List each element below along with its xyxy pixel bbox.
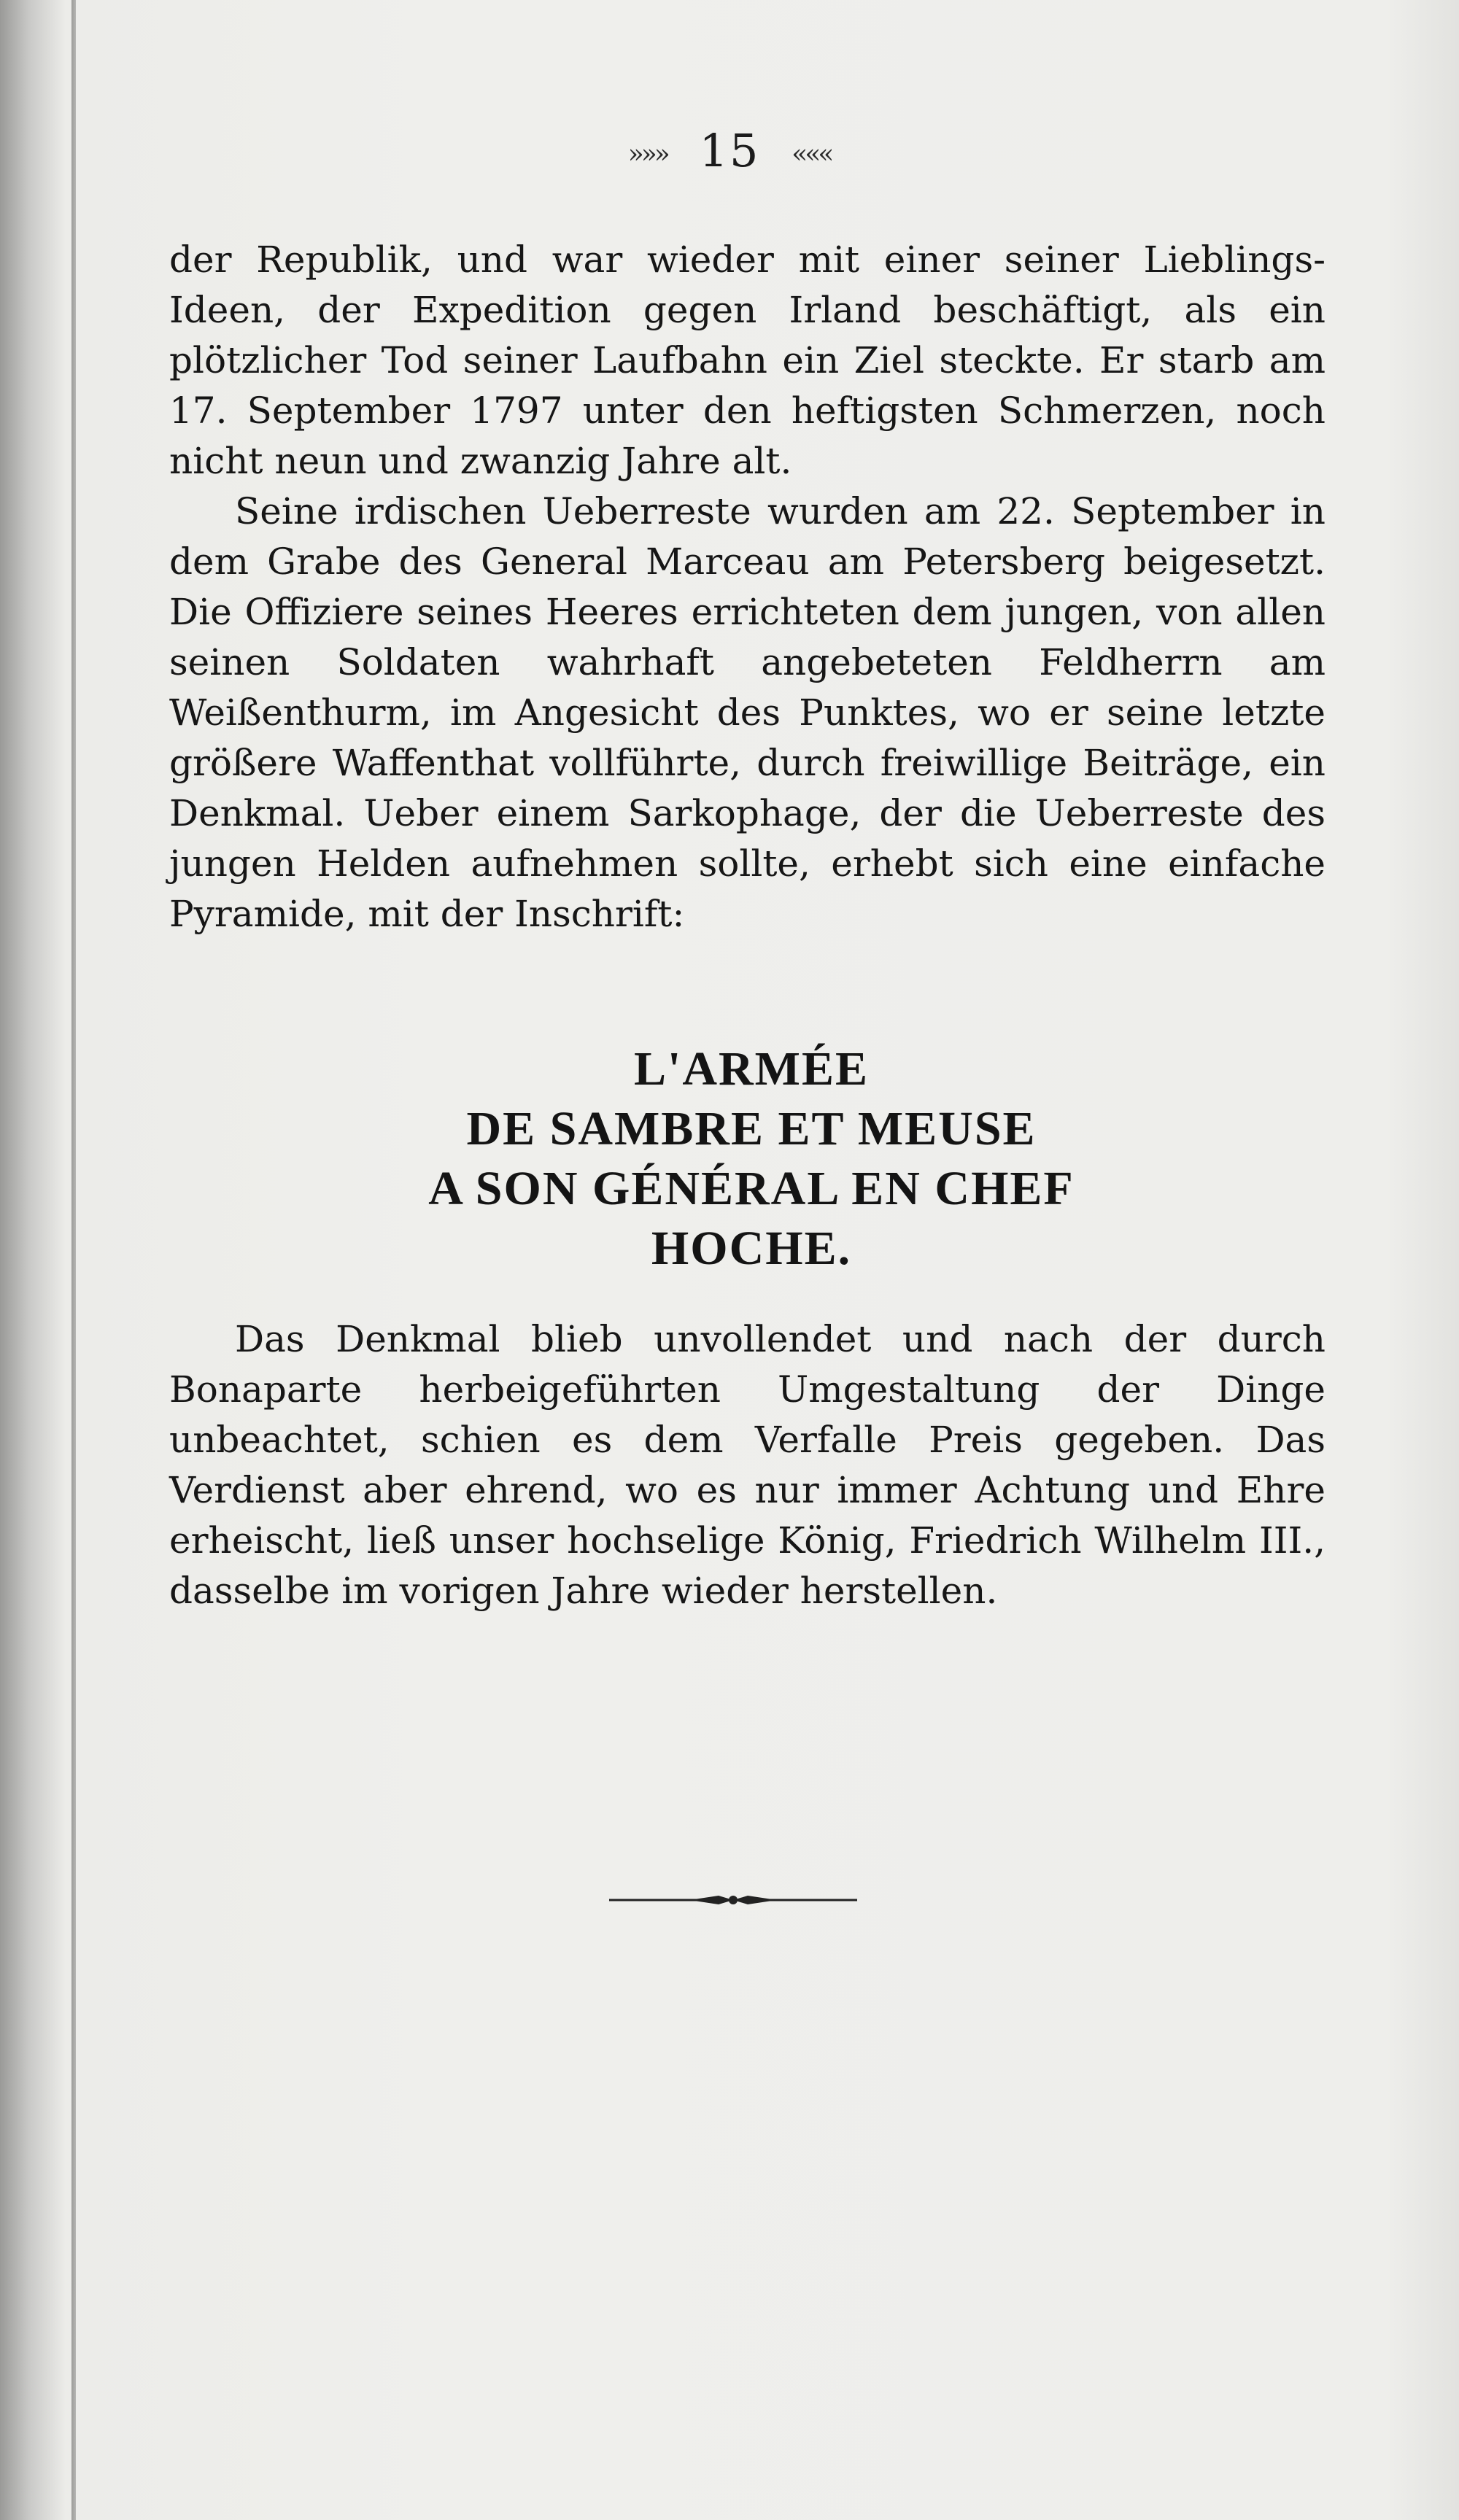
inscription-line-3: A SON GÉNÉRAL EN CHEF: [428, 1162, 1075, 1215]
text-block-bottom: [169, 1314, 1326, 1616]
paragraph-restoration: Das Denkmal blieb unvollendet und nach der durch Bonaparte herbeigeführten Umgestaltung der Dinge unbeachtet, schien es dem Verfalle Preis gegeben. Das Verdienst aber ehrend, wo es nur immer Achtung und Ehre erheischt, ließ unser hochselige König, Friedrich Wilhelm III., dasselbe im vorigen Jahre wieder herstellen.: [169, 1318, 1326, 1612]
inscription: [219, 1039, 1284, 1279]
section-divider-icon: [609, 1893, 857, 1907]
text-block-top: [169, 235, 1326, 939]
paragraph-continuation: der Republik, und war wieder mit einer seiner Lieblings-Ideen, der Expedition gegen Irland beschäftigt, als ein plötzlicher Tod seiner Laufbahn ein Ziel steckte. Er starb am 17. September 1797 unter den heftigsten Schmerzen, noch nicht neun und zwanzig Jahre alt.: [169, 239, 1326, 482]
page-header: [0, 124, 1459, 177]
ornament-left-icon: »»»: [627, 139, 667, 170]
inscription-line-2: DE SAMBRE ET MEUSE: [466, 1102, 1037, 1155]
page-gutter: [71, 0, 76, 2520]
ornament-right-icon: «««: [792, 139, 832, 170]
inscription-line-1: L'ARMÉE: [633, 1042, 870, 1096]
paragraph-monument: Seine irdischen Ueberreste wurden am 22. September in dem Grabe des General Marceau am Petersberg beigesetzt. Die Offiziere seines Heeres errichteten dem jungen, von allen seinen Soldaten wahrhaft angebeteten Feldherrn am Weißenthurm, im Angesicht des Punktes, wo er seine letzte größere Waffenthat vollführte, durch freiwillige Beiträge, ein Denkmal. Ueber einem Sarkophage, der die Ueberreste des jungen Helden aufnehmen sollte, erhebt sich eine einfache Pyramide, mit der Inschrift:: [169, 490, 1326, 935]
page-number: 15: [699, 124, 760, 177]
inscription-line-4: HOCHE.: [651, 1222, 852, 1275]
